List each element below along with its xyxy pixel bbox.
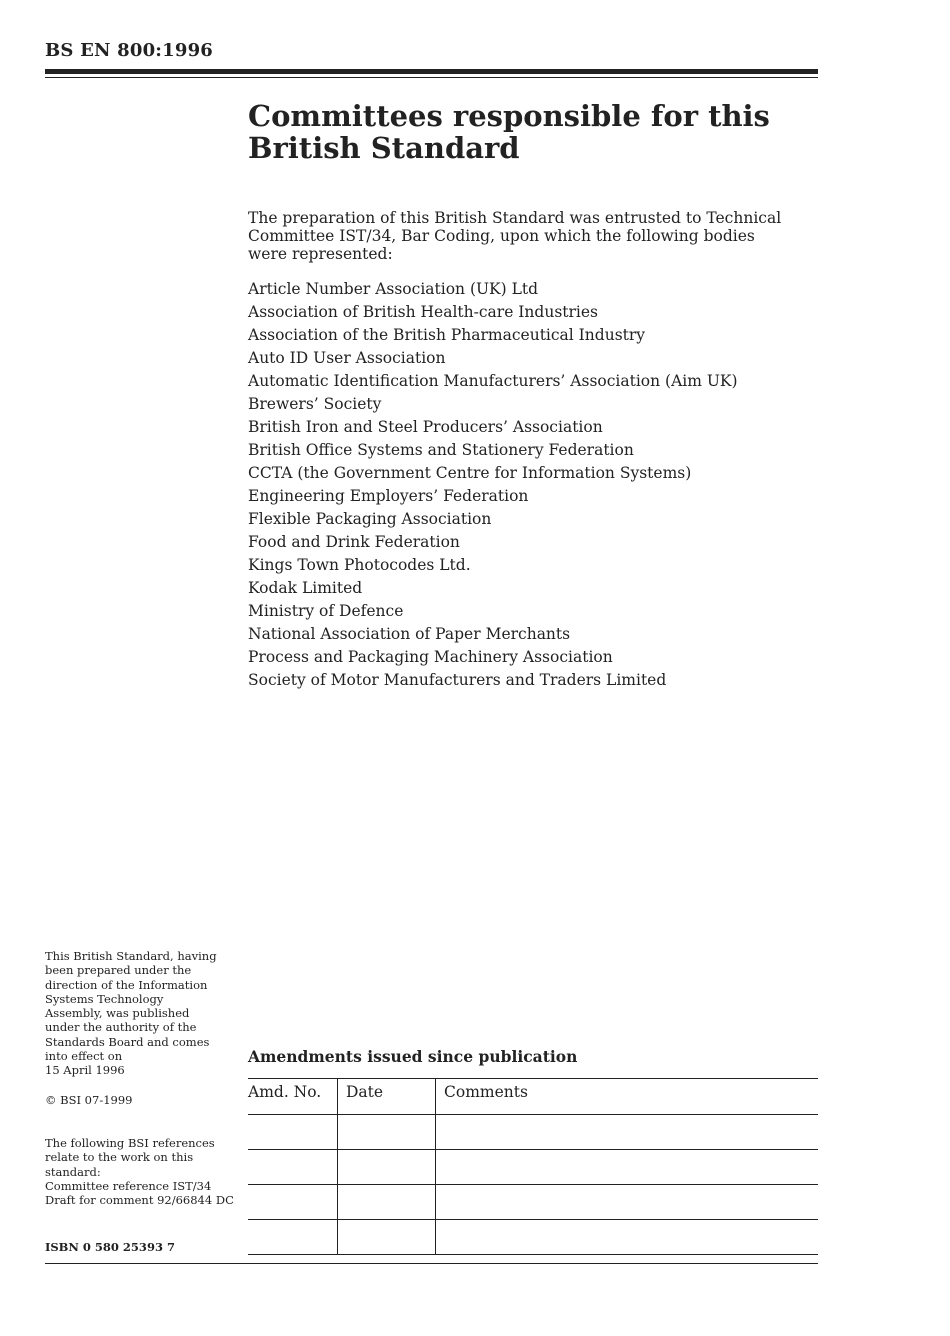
copyright-notice: © BSI 07-1999: [45, 1093, 133, 1107]
column-header-comments: Comments: [444, 1083, 528, 1101]
comments-cell: [436, 1185, 819, 1220]
publication-note: [45, 949, 235, 1078]
date-cell: [338, 1115, 436, 1150]
reference-line: Draft for comment 92/66844 DC: [45, 1193, 234, 1208]
date-cell: [338, 1150, 436, 1185]
amd-no-cell: [248, 1115, 338, 1150]
note-line: Systems Technology: [45, 991, 164, 1006]
comments-cell: [436, 1220, 819, 1255]
list-item: Association of British Health-care Industries: [248, 303, 598, 321]
page-title: Committees responsible for this British Standard: [248, 99, 770, 165]
list-item: Engineering Employers’ Federation: [248, 487, 529, 505]
note-line: Standards Board and comes: [45, 1034, 210, 1049]
list-item: CCTA (the Government Centre for Information Systems): [248, 464, 692, 482]
list-item: Process and Packaging Machinery Association: [248, 648, 613, 666]
date-cell: [338, 1185, 436, 1220]
amendments-table: [248, 1078, 818, 1255]
note-line: This British Standard, having: [45, 949, 217, 963]
list-item: Kings Town Photocodes Ltd.: [248, 556, 471, 574]
column-header-amd-no: Amd. No.: [248, 1079, 338, 1115]
header-rule-thick: [45, 69, 818, 74]
amendments-title: Amendments issued since publication: [248, 1047, 578, 1066]
list-item: Automatic Identification Manufacturers’ Association (Aim UK): [248, 372, 738, 390]
bsi-references: [45, 1136, 235, 1207]
represented-bodies-list: [248, 278, 738, 692]
isbn: ISBN 0 580 25393 7: [45, 1240, 175, 1254]
list-item: Ministry of Defence: [248, 602, 404, 620]
list-item: Article Number Association (UK) Ltd: [248, 280, 539, 298]
note-line: Assembly, was published: [45, 1006, 190, 1021]
note-line: under the authority of the: [45, 1020, 197, 1035]
reference-line: standard:: [45, 1164, 101, 1179]
note-line: 15 April 1996: [45, 1063, 125, 1078]
reference-line: relate to the work on this: [45, 1150, 194, 1165]
table-row: [248, 1150, 818, 1185]
list-item: Auto ID User Association: [248, 349, 446, 367]
table-header-row: [248, 1079, 818, 1115]
comments-cell: [436, 1150, 819, 1185]
table-row: [248, 1185, 818, 1220]
list-item: Association of the British Pharmaceutical Industry: [248, 326, 646, 344]
intro-paragraph: The preparation of this British Standard was entrusted to Technical Committee IST/34, Bar Coding, upon which the following bodies were represented:: [248, 209, 782, 263]
amd-no-cell: [248, 1150, 338, 1185]
list-item: Kodak Limited: [248, 579, 363, 597]
table-row: [248, 1115, 818, 1150]
list-item: British Office Systems and Stationery Federation: [248, 441, 634, 459]
list-item: Brewers’ Society: [248, 395, 382, 413]
list-item: National Association of Paper Merchants: [248, 625, 571, 643]
note-line: direction of the Information: [45, 977, 208, 992]
note-line: into effect on: [45, 1049, 123, 1064]
list-item: Flexible Packaging Association: [248, 510, 492, 528]
header-rule-thin: [45, 77, 818, 78]
standard-number: BS EN 800:1996: [45, 40, 214, 61]
date-cell: [338, 1220, 436, 1255]
footer-rule: [45, 1263, 818, 1264]
amd-no-cell: [248, 1220, 338, 1255]
note-line: been prepared under the: [45, 963, 192, 978]
list-item: Food and Drink Federation: [248, 533, 460, 551]
reference-line: Committee reference IST/34: [45, 1178, 212, 1193]
list-item: Society of Motor Manufacturers and Traders Limited: [248, 671, 667, 689]
reference-line: The following BSI references: [45, 1136, 215, 1150]
amd-no-cell: [248, 1185, 338, 1220]
comments-cell: [436, 1115, 819, 1150]
column-header-date: Date: [338, 1079, 436, 1115]
table-row: [248, 1220, 818, 1255]
list-item: British Iron and Steel Producers’ Association: [248, 418, 603, 436]
